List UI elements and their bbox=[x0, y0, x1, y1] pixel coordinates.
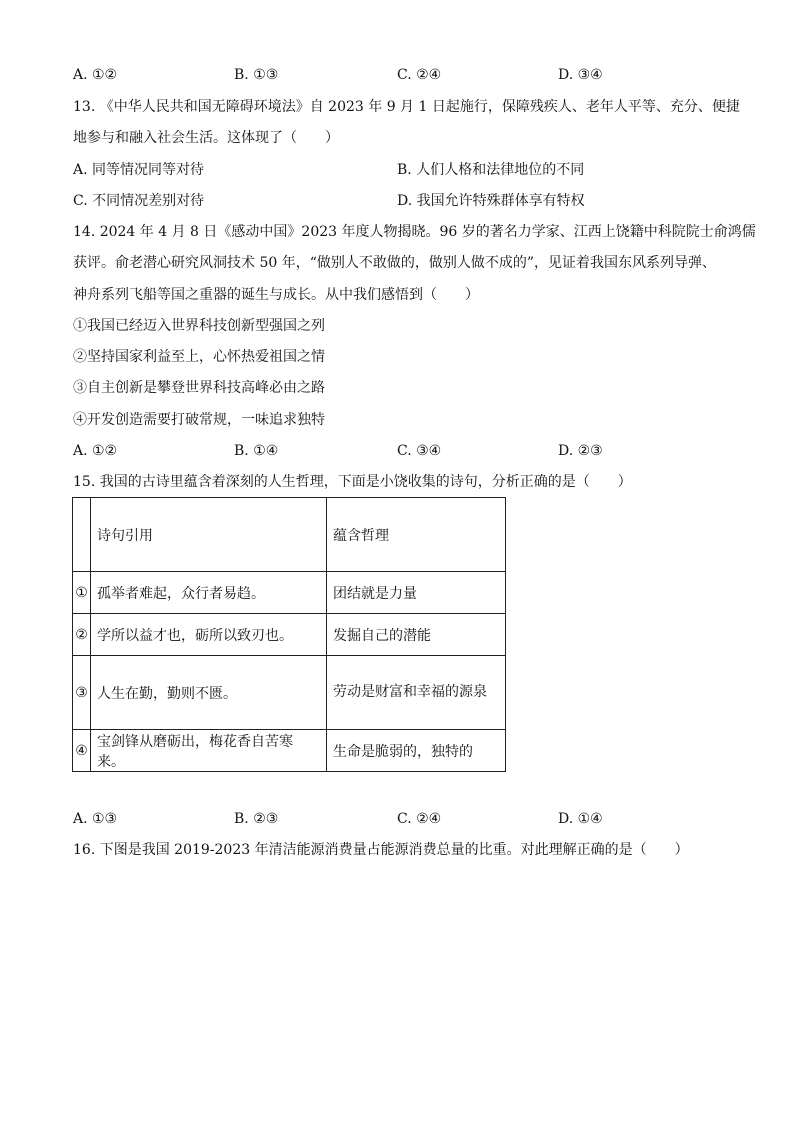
row-number: ④ bbox=[73, 730, 91, 772]
q14-statement-3: ③自主创新是攀登世界科技高峰必由之路 bbox=[73, 380, 325, 396]
q13-option-c[interactable]: C. 不同情况差别对待 bbox=[73, 193, 205, 209]
q12-option-a[interactable]: A. ①② bbox=[73, 67, 118, 83]
q14-option-a[interactable]: A. ①② bbox=[73, 443, 118, 459]
row-poem: 宝剑锋从磨砺出，梅花香自苦寒来。 bbox=[91, 730, 327, 772]
q12-option-c[interactable]: C. ②④ bbox=[397, 67, 442, 83]
q15-option-c[interactable]: C. ②④ bbox=[397, 811, 442, 827]
q13-option-a[interactable]: A. 同等情况同等对待 bbox=[73, 162, 205, 178]
row-number: ③ bbox=[73, 656, 91, 730]
q14-text-line-1: 14. 2024 年 4 月 8 日《感动中国》2023 年度人物揭晓。96 岁的著名力学家、江西上饶籍中科院院士俞鸿儒 bbox=[73, 224, 756, 240]
row-poem: 学所以益才也，砺所以致刃也。 bbox=[91, 614, 327, 656]
q14-statement-2: ②坚持国家利益至上，心怀热爱祖国之情 bbox=[73, 349, 325, 365]
poem-table bbox=[72, 497, 506, 772]
row-number: ① bbox=[73, 572, 91, 614]
q13-option-d[interactable]: D. 我国允许特殊群体享有特权 bbox=[397, 193, 585, 209]
q13-option-b[interactable]: B. 人们人格和法律地位的不同 bbox=[397, 162, 585, 178]
table-header-blank bbox=[73, 498, 91, 572]
row-meaning: 劳动是财富和幸福的源泉 bbox=[327, 656, 506, 730]
table-row bbox=[73, 572, 506, 614]
table-header-meaning: 蕴含哲理 bbox=[327, 498, 506, 572]
table-row bbox=[73, 614, 506, 656]
table-header-row bbox=[73, 498, 506, 572]
q12-option-d[interactable]: D. ③④ bbox=[558, 67, 603, 83]
q15-option-b[interactable]: B. ②③ bbox=[234, 811, 279, 827]
q14-option-d[interactable]: D. ②③ bbox=[558, 443, 603, 459]
q12-option-b[interactable]: B. ①③ bbox=[234, 67, 279, 83]
table-row bbox=[73, 656, 506, 730]
q14-statement-1: ①我国已经迈入世界科技创新型强国之列 bbox=[73, 318, 325, 334]
q13-text-line-2: 地参与和融入社会生活。这体现了（ ） bbox=[73, 130, 339, 146]
q15-option-d[interactable]: D. ①④ bbox=[558, 811, 603, 827]
row-meaning: 发掘自己的潜能 bbox=[327, 614, 506, 656]
q14-option-c[interactable]: C. ③④ bbox=[397, 443, 442, 459]
q15-option-a[interactable]: A. ①③ bbox=[73, 811, 118, 827]
row-number: ② bbox=[73, 614, 91, 656]
table-header-poem: 诗句引用 bbox=[91, 498, 327, 572]
q13-text-line-1: 13. 《中华人民共和国无障碍环境法》自 2023 年 9 月 1 日起施行，保障残疾人、老年人平等、充分、便捷 bbox=[73, 99, 740, 115]
q15-text: 15. 我国的古诗里蕴含着深刻的人生哲理，下面是小饶收集的诗句，分析正确的是（ ） bbox=[73, 474, 632, 490]
q14-text-line-2: 获评。俞老潜心研究风洞技术 50 年，“做别人不敢做的，做别人做不成的”，见证着我国东风系列导弹、 bbox=[73, 255, 717, 271]
row-poem: 人生在勤，勤则不匮。 bbox=[91, 656, 327, 730]
q14-statement-4: ④开发创造需要打破常规，一味追求独特 bbox=[73, 412, 325, 428]
row-meaning: 生命是脆弱的，独特的 bbox=[327, 730, 506, 772]
row-meaning: 团结就是力量 bbox=[327, 572, 506, 614]
q16-text: 16. 下图是我国 2019-2023 年清洁能源消费量占能源消费总量的比重。对此理解正确的是（ ） bbox=[73, 842, 689, 858]
row-poem: 孤举者难起，众行者易趋。 bbox=[91, 572, 327, 614]
q14-option-b[interactable]: B. ①④ bbox=[234, 443, 279, 459]
q14-text-line-3: 神舟系列飞船等国之重器的诞生与成长。从中我们感悟到（ ） bbox=[73, 287, 479, 303]
table-row bbox=[73, 730, 506, 772]
